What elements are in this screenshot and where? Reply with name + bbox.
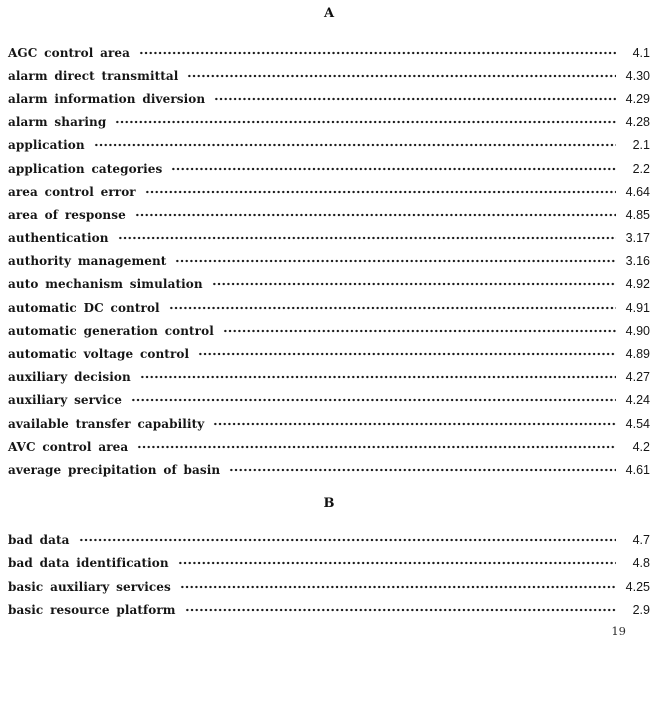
dot-leader <box>214 93 616 105</box>
dot-leader <box>198 348 616 360</box>
index-entry <box>8 575 650 598</box>
section-a-entries <box>8 41 650 482</box>
dot-leader <box>212 278 616 290</box>
page-number: 19 <box>611 624 626 639</box>
index-entry <box>8 552 650 575</box>
entry-ref: 4.90 <box>625 323 650 338</box>
entry-ref: 4.64 <box>625 184 650 199</box>
index-entry <box>8 366 650 389</box>
index-entry <box>8 227 650 250</box>
index-entry <box>8 87 650 110</box>
entry-ref: 4.91 <box>625 300 650 315</box>
entry-ref: 4.8 <box>632 556 650 571</box>
index-entry <box>8 389 650 412</box>
index-entry <box>8 180 650 203</box>
index-entry <box>8 134 650 157</box>
index-entry <box>8 458 650 481</box>
entry-ref: 4.89 <box>625 347 650 362</box>
dot-leader <box>139 47 616 59</box>
entry-term: auxiliary decision <box>8 370 131 385</box>
entry-term: alarm information diversion <box>8 91 206 106</box>
index-entry <box>8 273 650 296</box>
index-entry <box>8 412 650 435</box>
entry-ref: 4.27 <box>625 370 650 385</box>
entry-ref: 2.9 <box>632 602 650 617</box>
entry-term: area control error <box>8 184 136 199</box>
index-entry <box>8 342 650 365</box>
dot-leader <box>178 557 616 569</box>
dot-leader <box>187 70 616 82</box>
entry-ref: 4.28 <box>625 115 650 130</box>
dot-leader <box>171 163 616 175</box>
dot-leader <box>180 581 616 593</box>
index-entry <box>8 319 650 342</box>
entry-term: application categories <box>8 161 163 176</box>
index-entry <box>8 64 650 87</box>
entry-ref: 4.61 <box>625 462 650 477</box>
entry-term: available transfer capability <box>8 416 205 431</box>
dot-leader <box>175 255 616 267</box>
entry-ref: 2.2 <box>632 161 650 176</box>
dot-leader <box>229 464 616 476</box>
entry-term: AGC control area <box>8 45 131 60</box>
dot-leader <box>115 116 616 128</box>
dot-leader <box>140 371 616 383</box>
entry-term: basic auxiliary services <box>8 579 171 594</box>
dot-leader <box>94 139 616 151</box>
section-heading-a: A <box>323 6 335 21</box>
entry-term: automatic DC control <box>8 300 160 315</box>
dot-leader <box>185 604 616 616</box>
entry-ref: 3.16 <box>625 254 650 269</box>
entry-term: auto mechanism simulation <box>8 277 203 292</box>
entry-ref: 4.25 <box>625 579 650 594</box>
dot-leader <box>169 302 616 314</box>
index-entry <box>8 41 650 64</box>
entry-term: automatic generation control <box>8 323 214 338</box>
entry-term: authority management <box>8 254 167 269</box>
entry-term: authentication <box>8 231 109 246</box>
entry-ref: 4.24 <box>625 393 650 408</box>
index-entry <box>8 529 650 552</box>
dot-leader <box>213 418 616 430</box>
entry-term: AVC control area <box>8 439 129 454</box>
dot-leader <box>135 209 616 221</box>
entry-term: bad data <box>8 533 70 548</box>
entry-term: bad data identification <box>8 556 169 571</box>
entry-ref: 2.1 <box>632 138 650 153</box>
entry-ref: 4.2 <box>632 439 650 454</box>
index-entry <box>8 203 650 226</box>
index-entry <box>8 296 650 319</box>
section-heading-b: B <box>323 495 335 511</box>
entry-term: basic resource platform <box>8 602 176 617</box>
index-entry <box>8 157 650 180</box>
section-b-entries <box>8 529 650 622</box>
dot-leader <box>131 394 616 406</box>
dot-leader <box>79 534 616 546</box>
index-entry <box>8 435 650 458</box>
index-entry <box>8 250 650 273</box>
dot-leader <box>137 441 616 453</box>
dot-leader <box>145 186 616 198</box>
entry-term: auxiliary service <box>8 393 122 408</box>
entry-ref: 4.29 <box>625 91 650 106</box>
dot-leader <box>223 325 616 337</box>
entry-ref: 4.1 <box>632 45 650 60</box>
entry-ref: 3.17 <box>625 231 650 246</box>
entry-term: alarm sharing <box>8 115 107 130</box>
entry-term: area of response <box>8 207 126 222</box>
entry-term: average precipitation of basin <box>8 462 221 477</box>
entry-term: application <box>8 138 85 153</box>
entry-ref: 4.85 <box>625 207 650 222</box>
index-entry <box>8 598 650 621</box>
index-entry <box>8 111 650 134</box>
entry-ref: 4.30 <box>625 68 650 83</box>
entry-term: alarm direct transmittal <box>8 68 179 83</box>
entry-ref: 4.54 <box>625 416 650 431</box>
dot-leader <box>118 232 616 244</box>
entry-ref: 4.92 <box>625 277 650 292</box>
entry-term: automatic voltage control <box>8 347 190 362</box>
entry-ref: 4.7 <box>632 533 650 548</box>
